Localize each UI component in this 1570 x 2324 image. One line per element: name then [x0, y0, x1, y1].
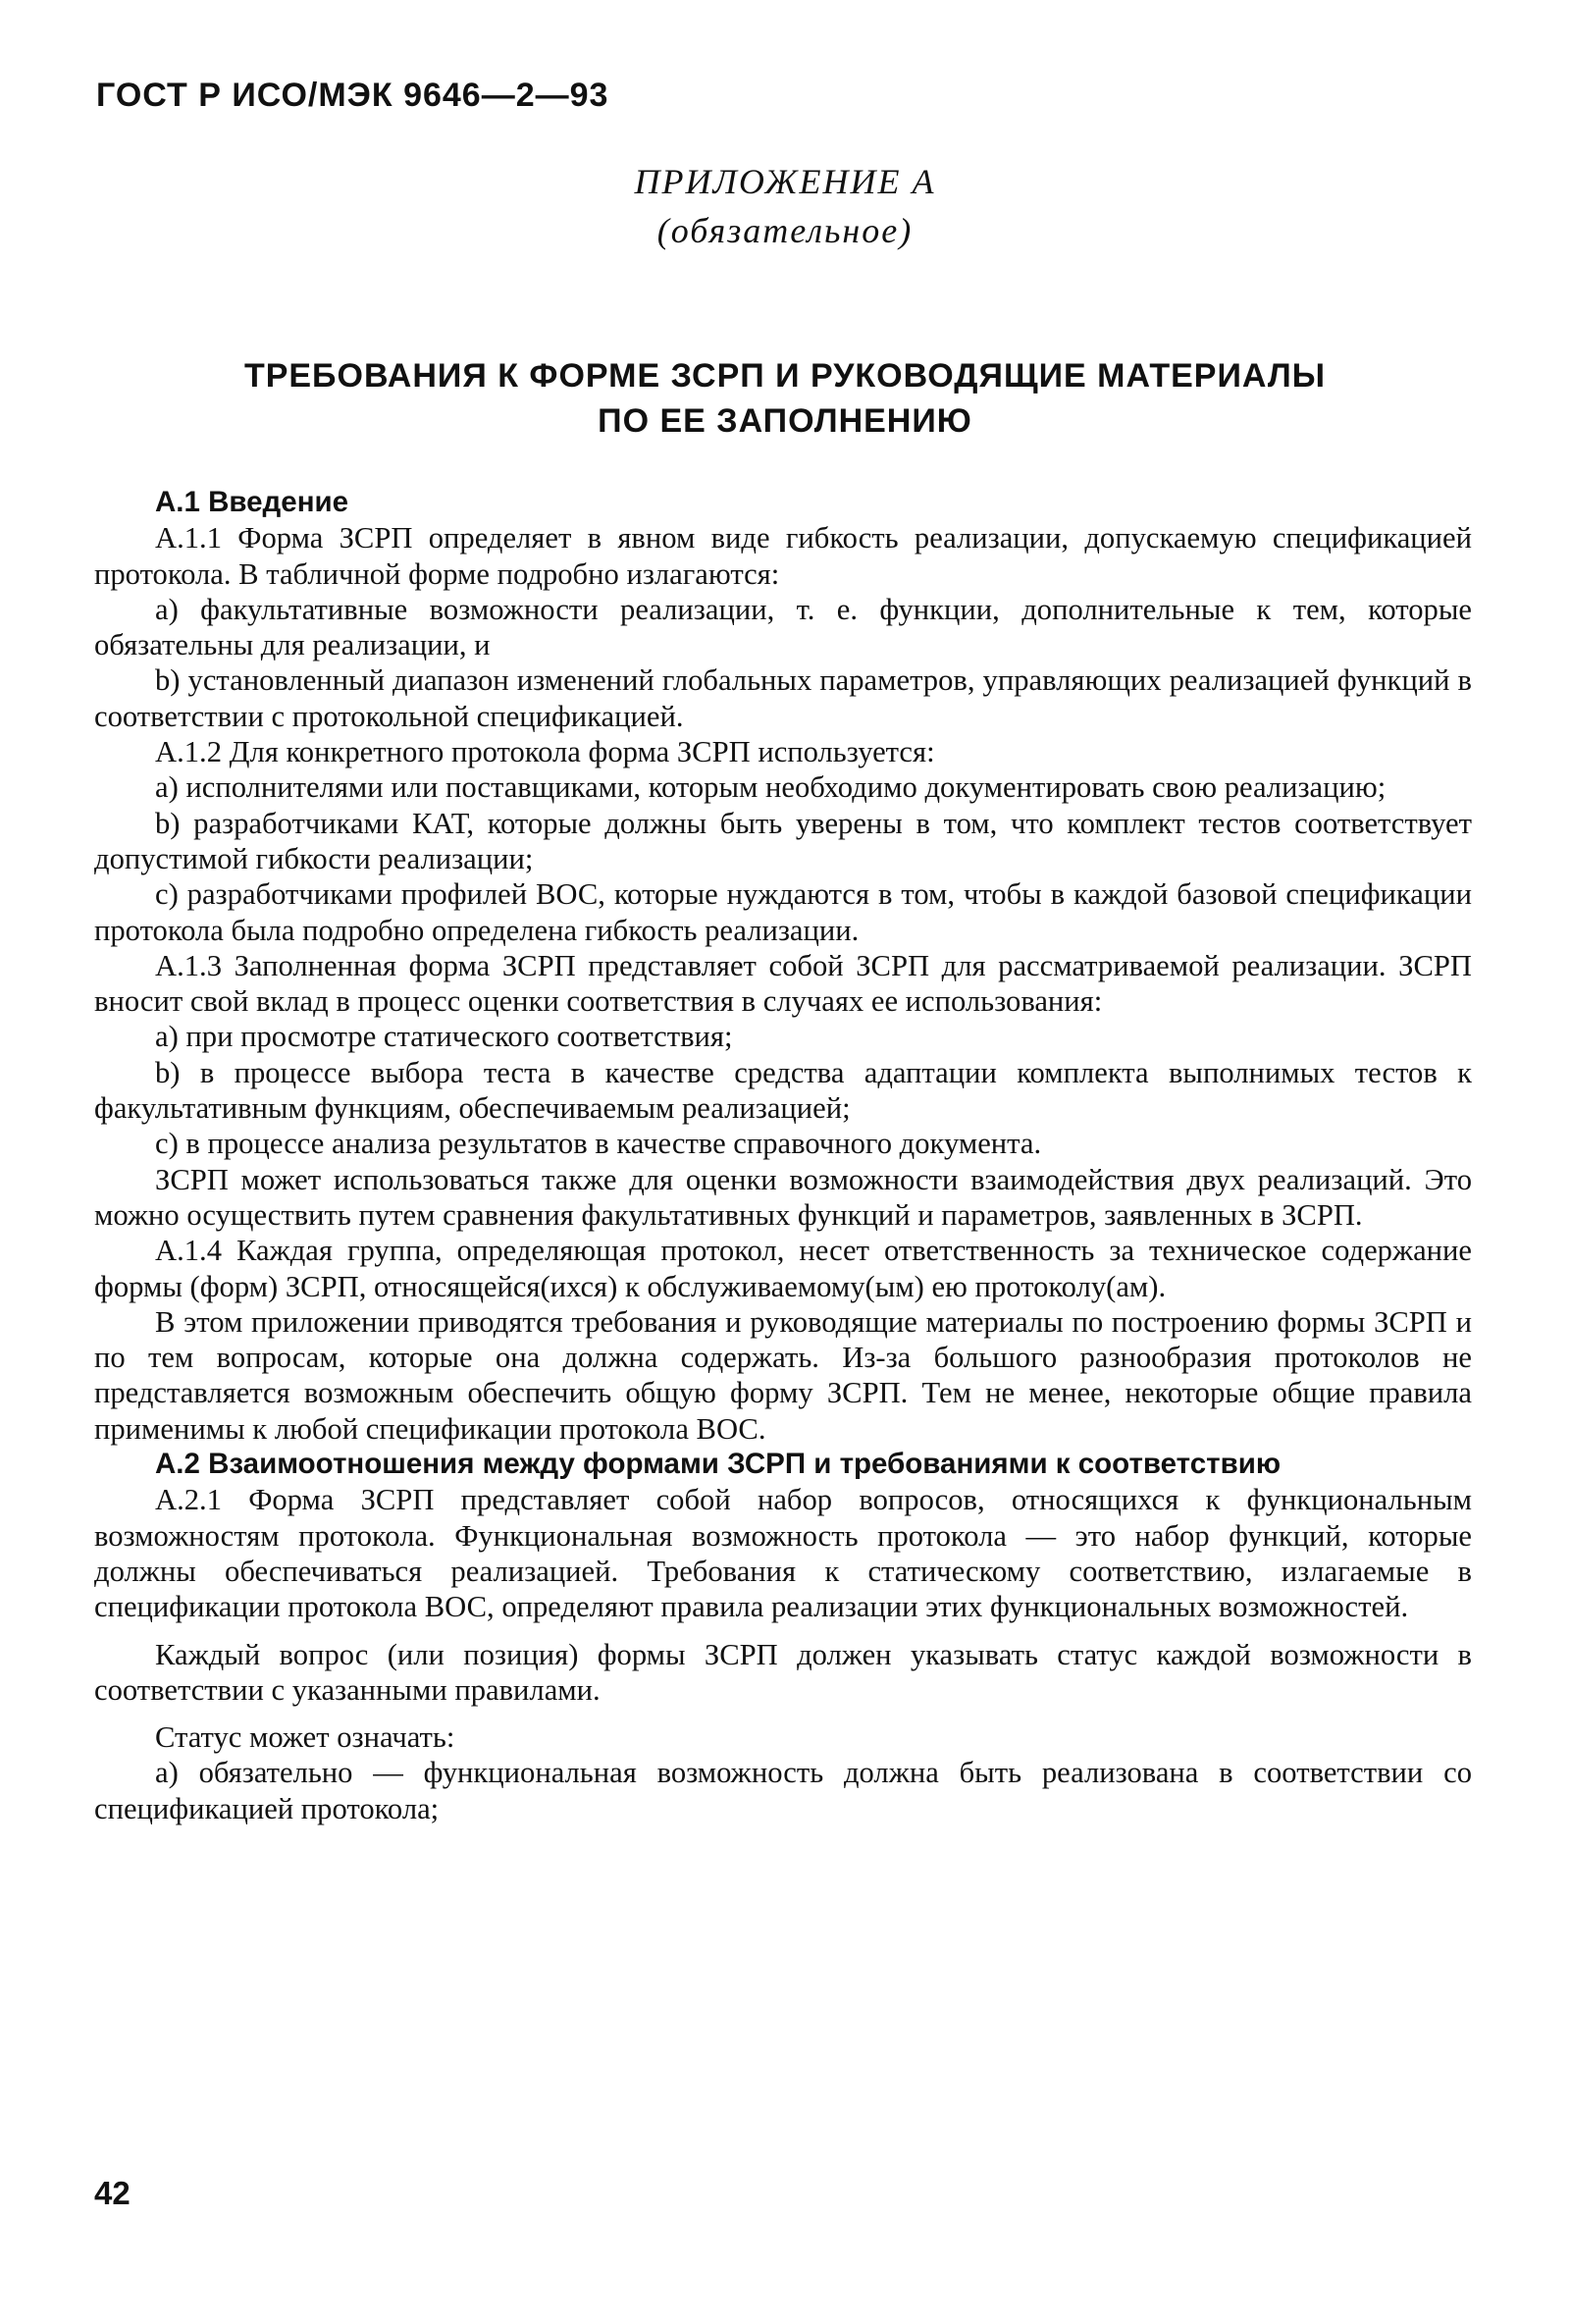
paragraph-a1-1: А.1.1 Форма ЗСРП определяет в явном виде гибкость реализации, допускаемую спецификацией протокола. В табличной форме подробно излагаются:: [94, 521, 1472, 591]
paragraph-a1-2: А.1.2 Для конкретного протокола форма ЗСРП используется:: [155, 735, 935, 769]
list-item-a1-2-b: b) разработчиками КАТ, которые должны быть уверены в том, что комплект тестов соответствует допустимой гибкости реализации;: [94, 806, 1472, 875]
list-item-a1-1-a: а) факультативные возможности реализации, т. е. функции, дополнительные к тем, которые обязательны для реализации, и: [94, 592, 1472, 662]
document-title: [147, 353, 1423, 444]
appendix-heading: [0, 157, 1570, 255]
paragraph-a1-3: А.1.3 Заполненная форма ЗСРП представляет собой ЗСРП для рассматриваемой реализации. ЗСРП вносит свой вклад в процесс оценки соответствия в случаях ее использования:: [94, 948, 1472, 1019]
list-item-a1-3-a: а) при просмотре статического соответствия;: [155, 1020, 733, 1054]
document-body: [94, 485, 1472, 1826]
paragraph-a2-question-status: Каждый вопрос (или позиция) формы ЗСРП должен указывать статус каждой возможности в соответствии с указанными правилами.: [94, 1637, 1472, 1707]
standard-designation: ГОСТ Р ИСО/МЭК 9646—2—93: [96, 77, 609, 114]
section-heading-a2: А.2 Взаимоотношения между формами ЗСРП и требованиями к соответствию: [155, 1448, 1282, 1481]
section-heading-a1: А.1 Введение: [155, 486, 349, 518]
paragraph-a1-3-interop: ЗСРП может использоваться также для оценки возможности взаимодействия двух реализаций. Это можно осуществить путем сравнения факультативных функций и параметров, заявленных в ЗСРП.: [94, 1162, 1472, 1232]
paragraph-a2-status-intro: Статус может означать:: [155, 1720, 455, 1755]
paragraph-a1-appendix-scope: В этом приложении приводятся требования и руководящие материалы по построению формы ЗСРП и по тем вопросам, которые она должна содержать. Из-за большого разнообразия протоколов не представляется возможным обеспечить общую форму ЗСРП. Тем не менее, некоторые общие правила применимы к любой спецификации протокола ВОС.: [94, 1304, 1472, 1446]
paragraph-a1-4: А.1.4 Каждая группа, определяющая протокол, несет ответственность за техническое содержание формы (форм) ЗСРП, относящейся(ихся) к обслуживаемому(ым) ею протоколу(ам).: [94, 1234, 1472, 1303]
appendix-label: ПРИЛОЖЕНИЕ А: [634, 162, 936, 201]
list-item-a2-status-a: а) обязательно — функциональная возможность должна быть реализована в соответствии со спецификацией протокола;: [94, 1756, 1472, 1825]
list-item-a1-2-c: с) разработчиками профилей ВОС, которые нуждаются в том, чтобы в каждой базовой спецификации протокола была подробно определена гибкость реализации.: [94, 877, 1472, 947]
list-item-a1-3-c: с) в процессе анализа результатов в качестве справочного документа.: [155, 1127, 1042, 1161]
paragraph-a2-1: А.2.1 Форма ЗСРП представляет собой набор вопросов, относящихся к функциональным возможностям протокола. Функциональная возможность протокола — это набор функций, которые должны обеспечиваться реализацией. Требования к статическому соответствию, излагаемые в спецификации протокола ВОС, определяют правила реализации этих функциональных возможностей.: [94, 1483, 1472, 1624]
title-line-1: ТРЕБОВАНИЯ К ФОРМЕ ЗСРП И РУКОВОДЯЩИЕ МАТЕРИАЛЫ: [243, 357, 1327, 395]
page-number: 42: [94, 2175, 131, 2211]
list-item-a1-2-a: а) исполнителями или поставщиками, которым необходимо документировать свою реализацию;: [155, 770, 1387, 805]
appendix-note: (обязательное): [656, 211, 914, 250]
list-item-a1-1-b: b) установленный диапазон изменений глобальных параметров, управляющих реализацией функций в соответствии с протокольной спецификацией.: [94, 663, 1472, 733]
list-item-a1-3-b: b) в процессе выбора теста в качестве средства адаптации комплекта выполнимых тестов к факультативным функциям, обеспечиваемым реализацией;: [94, 1055, 1472, 1126]
title-line-2: ПО ЕЕ ЗАПОЛНЕНИЮ: [598, 402, 972, 440]
